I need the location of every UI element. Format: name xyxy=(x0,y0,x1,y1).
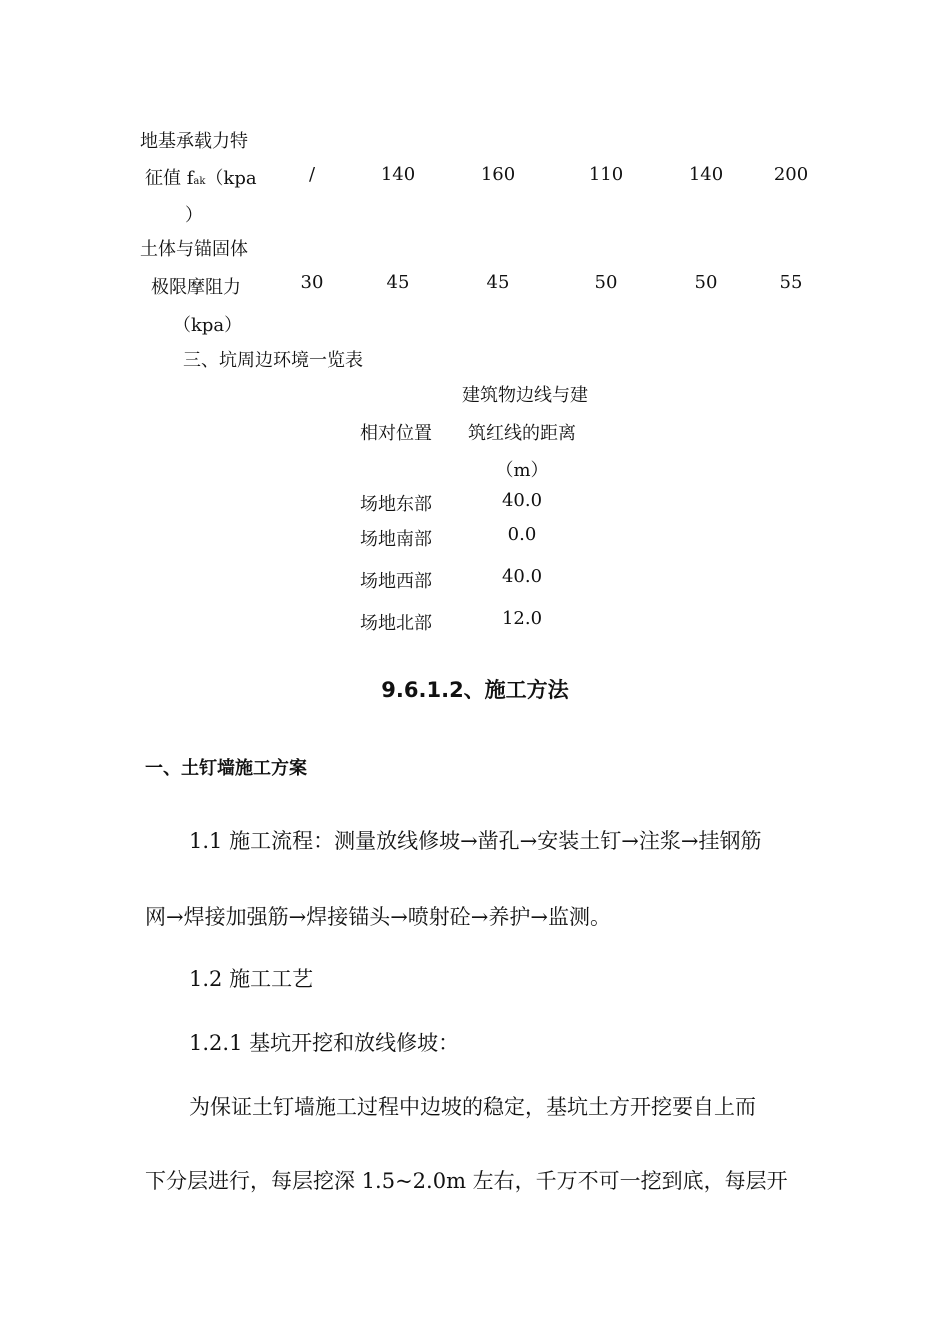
env-col1-header: 相对位置 xyxy=(360,423,432,444)
env-row-distance: 40.0 xyxy=(501,566,543,587)
row2-value: 45 xyxy=(386,272,410,293)
env-row-distance: 0.0 xyxy=(507,524,537,545)
row2-value: 55 xyxy=(779,272,803,293)
env-row-distance: 40.0 xyxy=(501,490,543,511)
env-col2-header-line2: 筑红线的距离 xyxy=(468,423,576,444)
row1-value: 160 xyxy=(480,164,516,185)
env-row-position: 场地西部 xyxy=(360,571,432,592)
section-title: 9.6.1.2、施工方法 xyxy=(381,678,569,702)
env-row-position: 场地南部 xyxy=(360,529,432,550)
row1-value: / xyxy=(308,164,316,185)
row2-value: 50 xyxy=(594,272,618,293)
row1-value: 200 xyxy=(773,164,809,185)
row2-value: 45 xyxy=(486,272,510,293)
paragraph-body-line1: 为保证土钉墙施工过程中边坡的稳定，基坑土方开挖要自上而 xyxy=(189,1095,756,1119)
row1-value: 140 xyxy=(688,164,724,185)
env-row-position: 场地北部 xyxy=(360,613,432,634)
paragraph-flow-line2: 网→焊接加强筋→焊接锚头→喷射砼→养护→监测。 xyxy=(145,905,611,929)
row1-value: 110 xyxy=(588,164,624,185)
row1-label-line1: 地基承载力特 xyxy=(140,131,248,152)
env-col2-header-line1: 建筑物边线与建 xyxy=(462,385,588,406)
subsection-title: 一、土钉墙施工方案 xyxy=(145,758,307,779)
paragraph-body-line2: 下分层进行，每层挖深 1.5~2.0m 左右，千万不可一挖到底，每层开 xyxy=(145,1169,788,1193)
env-col2-header-line3: （m） xyxy=(495,460,549,481)
row1-value: 140 xyxy=(380,164,416,185)
paragraph-excavation-heading: 1.2.1 基坑开挖和放线修坡： xyxy=(189,1031,460,1055)
row2-value: 50 xyxy=(694,272,718,293)
env-heading: 三、坑周边环境一览表 xyxy=(183,350,363,371)
row2-label-line3: （kpa） xyxy=(173,315,243,336)
row2-label-line2: 极限摩阻力 xyxy=(151,277,241,298)
env-row-distance: 12.0 xyxy=(501,608,543,629)
env-row-position: 场地东部 xyxy=(360,494,432,515)
paragraph-flow-line1: 1.1 施工流程：测量放线修坡→凿孔→安装土钉→注浆→挂钢筋 xyxy=(189,829,762,853)
row2-label-line1: 土体与锚固体 xyxy=(140,239,248,260)
paragraph-process-heading: 1.2 施工工艺 xyxy=(189,967,314,991)
row2-value: 30 xyxy=(300,272,324,293)
row1-label-line2: 征值 fak（kpa xyxy=(145,168,257,189)
row1-label-line3: ） xyxy=(185,205,203,226)
